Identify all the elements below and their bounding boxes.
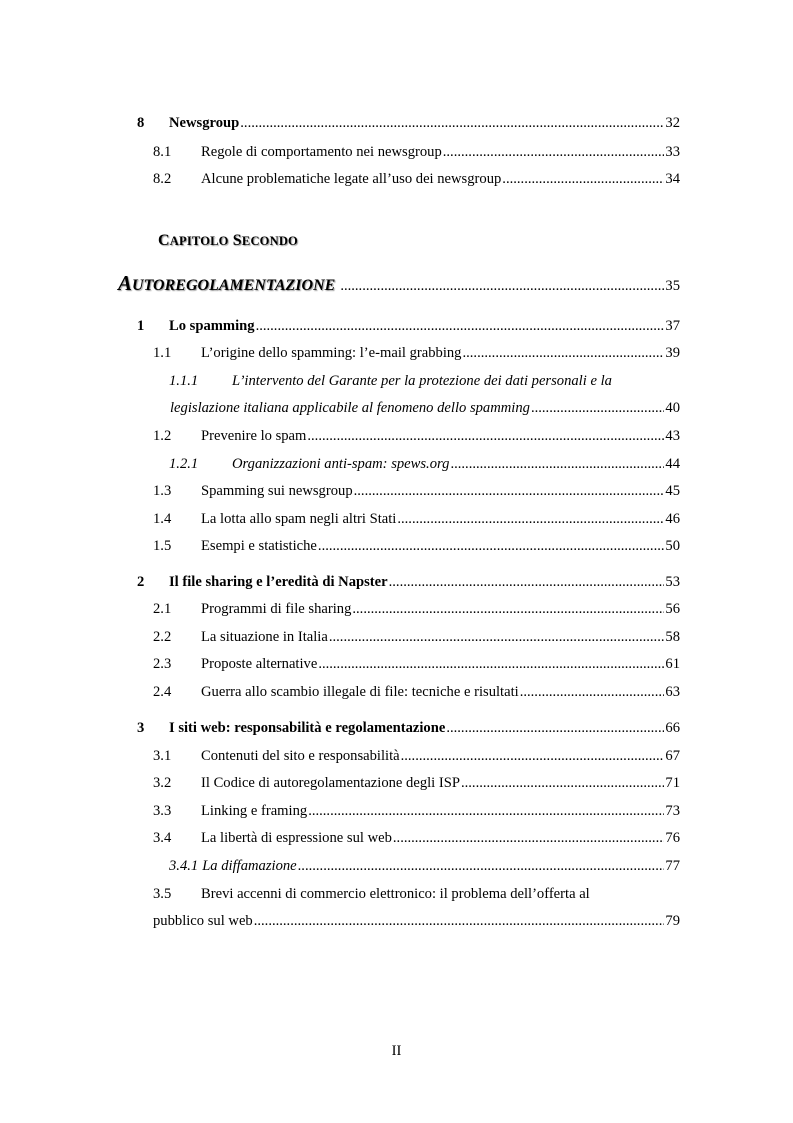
toc-title: Newsgroup (169, 115, 240, 131)
toc-number: 1.1 (153, 345, 172, 361)
toc-entry-continuation (170, 398, 680, 418)
toc-entry (137, 481, 680, 501)
toc-page: 39 (665, 345, 680, 361)
leader-dots (353, 481, 665, 501)
toc-page: 61 (665, 656, 680, 672)
toc-entry (137, 142, 680, 162)
toc-number: 1.2.1 (169, 456, 199, 472)
toc-number: 3.4 (153, 830, 172, 846)
toc-entry-continuation (153, 911, 680, 931)
leader-dots (530, 398, 664, 418)
toc-title: Brevi accenni di commercio elettronico: il problema dell’offerta al (201, 886, 590, 902)
toc-number: 2.2 (153, 629, 172, 645)
leader-dots (460, 773, 664, 793)
toc-entry (137, 654, 680, 674)
toc-title: Esempi e statistiche (201, 538, 317, 554)
toc-title: Linking e framing (201, 803, 308, 819)
toc-number: 1.4 (153, 511, 172, 527)
toc-page: 32 (665, 115, 680, 131)
toc-entry (137, 454, 680, 474)
toc-page: 77 (665, 858, 680, 874)
toc-entry (137, 828, 680, 848)
toc-title: La diffamazione (202, 858, 297, 874)
toc-page: 33 (665, 144, 680, 160)
leader-dots (239, 113, 664, 133)
toc-entry (137, 343, 680, 363)
toc-entry (137, 113, 680, 133)
leader-dots (445, 718, 664, 738)
leader-dots (501, 169, 664, 189)
toc-page: 79 (665, 913, 680, 929)
leader-dots (253, 911, 665, 931)
toc-page: 44 (665, 456, 680, 472)
toc-title: legislazione italiana applicabile al fenomeno dello spamming (170, 400, 530, 416)
toc-number: 1.3 (153, 483, 172, 499)
leader-dots (328, 627, 665, 647)
chapter-title (118, 271, 680, 296)
toc-number: 3.2 (153, 775, 172, 791)
toc-title: Prevenire lo spam (201, 428, 307, 444)
toc-title: Alcune problematiche legate all’uso dei newsgroup (201, 171, 502, 187)
toc-number: 8 (137, 115, 145, 131)
toc-entry (137, 371, 680, 391)
toc-title: Spamming sui newsgroup (201, 483, 353, 499)
toc-title: L’intervento del Garante per la protezione dei dati personali e la (232, 373, 612, 389)
toc-page: 67 (665, 748, 680, 764)
toc-entry (137, 536, 680, 556)
toc-page: 50 (665, 538, 680, 554)
leader-dots (317, 536, 664, 556)
toc-entry (137, 801, 680, 821)
toc-title: Il file sharing e l’eredità di Napster (169, 574, 388, 590)
toc-entry (137, 169, 680, 189)
leader-dots (317, 654, 664, 674)
toc-title: L’origine dello spamming: l’e-mail grabbing (201, 345, 462, 361)
toc-number: 1.1.1 (169, 373, 199, 389)
toc-page: 58 (665, 629, 680, 645)
toc-number: 3.4.1 (169, 858, 199, 874)
leader-dots (307, 801, 664, 821)
toc-number: 1.5 (153, 538, 172, 554)
toc-title: Il Codice di autoregolamentazione degli ISP (201, 775, 460, 791)
toc-entry (137, 426, 680, 446)
leader-dots (388, 572, 665, 592)
leader-dots (392, 828, 665, 848)
toc-page: 53 (665, 574, 680, 590)
leader-dots (449, 454, 664, 474)
toc-entry (137, 718, 680, 738)
leader-dots (461, 343, 664, 363)
toc-page: 46 (665, 511, 680, 527)
toc-page: 34 (665, 171, 680, 187)
toc-page: 76 (665, 830, 680, 846)
toc-title: La libertà di espressione sul web (201, 830, 392, 846)
toc-title: Lo spamming (169, 318, 255, 334)
toc-page: 71 (665, 775, 680, 791)
toc-title: La situazione in Italia (201, 629, 328, 645)
toc-number: 1.2 (153, 428, 172, 444)
toc-title: Organizzazioni anti-spam: spews.org (232, 456, 450, 472)
toc-title: Contenuti del sito e responsabilità (201, 748, 400, 764)
toc-entry (137, 884, 680, 904)
leader-dots (335, 278, 665, 295)
toc-page: 66 (665, 720, 680, 736)
leader-dots (306, 426, 664, 446)
toc-entry (137, 773, 680, 793)
toc-number: 2.3 (153, 656, 172, 672)
toc-page: 43 (665, 428, 680, 444)
leader-dots (297, 856, 665, 876)
leader-dots (351, 599, 664, 619)
toc-number: 3.3 (153, 803, 172, 819)
toc-number: 8.2 (153, 171, 172, 187)
toc-entry (137, 509, 680, 529)
toc-entry (137, 572, 680, 592)
toc-page: 73 (665, 803, 680, 819)
toc-number: 3.1 (153, 748, 172, 764)
toc-entry (137, 599, 680, 619)
leader-dots (400, 746, 665, 766)
toc-number: 3 (137, 720, 145, 736)
toc-page: 35 (665, 278, 680, 294)
toc-page: 63 (665, 684, 680, 700)
leader-dots (396, 509, 664, 529)
chapter-title-text: AUTOREGOLAMENTAZIONE (118, 271, 336, 295)
toc-title: pubblico sul web (153, 913, 253, 929)
toc-number: 1 (137, 318, 145, 334)
leader-dots (255, 316, 665, 336)
toc-number: 2.4 (153, 684, 172, 700)
toc-number: 2.1 (153, 601, 172, 617)
toc-entry (137, 627, 680, 647)
toc-number: 2 (137, 574, 145, 590)
toc-page: 40 (665, 400, 680, 416)
toc-title: Guerra allo scambio illegale di file: tecniche e risultati (201, 684, 519, 700)
leader-dots (519, 682, 665, 702)
toc-number: 8.1 (153, 144, 172, 160)
toc-title: La lotta allo spam negli altri Stati (201, 511, 397, 527)
toc-title: I siti web: responsabilità e regolamentazione (169, 720, 446, 736)
toc-entry (137, 316, 680, 336)
leader-dots (442, 142, 665, 162)
toc-page: 45 (665, 483, 680, 499)
toc-title: Proposte alternative (201, 656, 318, 672)
toc-number: 3.5 (153, 886, 172, 902)
toc-entry (137, 746, 680, 766)
toc-page: 37 (665, 318, 680, 334)
chapter-label: CAPITOLO SECONDO (158, 232, 298, 249)
page-number: II (391, 1043, 402, 1059)
toc-title: Regole di comportamento nei newsgroup (201, 144, 442, 160)
toc-page: 56 (665, 601, 680, 617)
toc-entry (137, 856, 680, 876)
toc-entry (137, 682, 680, 702)
toc-title: Programmi di file sharing (201, 601, 352, 617)
